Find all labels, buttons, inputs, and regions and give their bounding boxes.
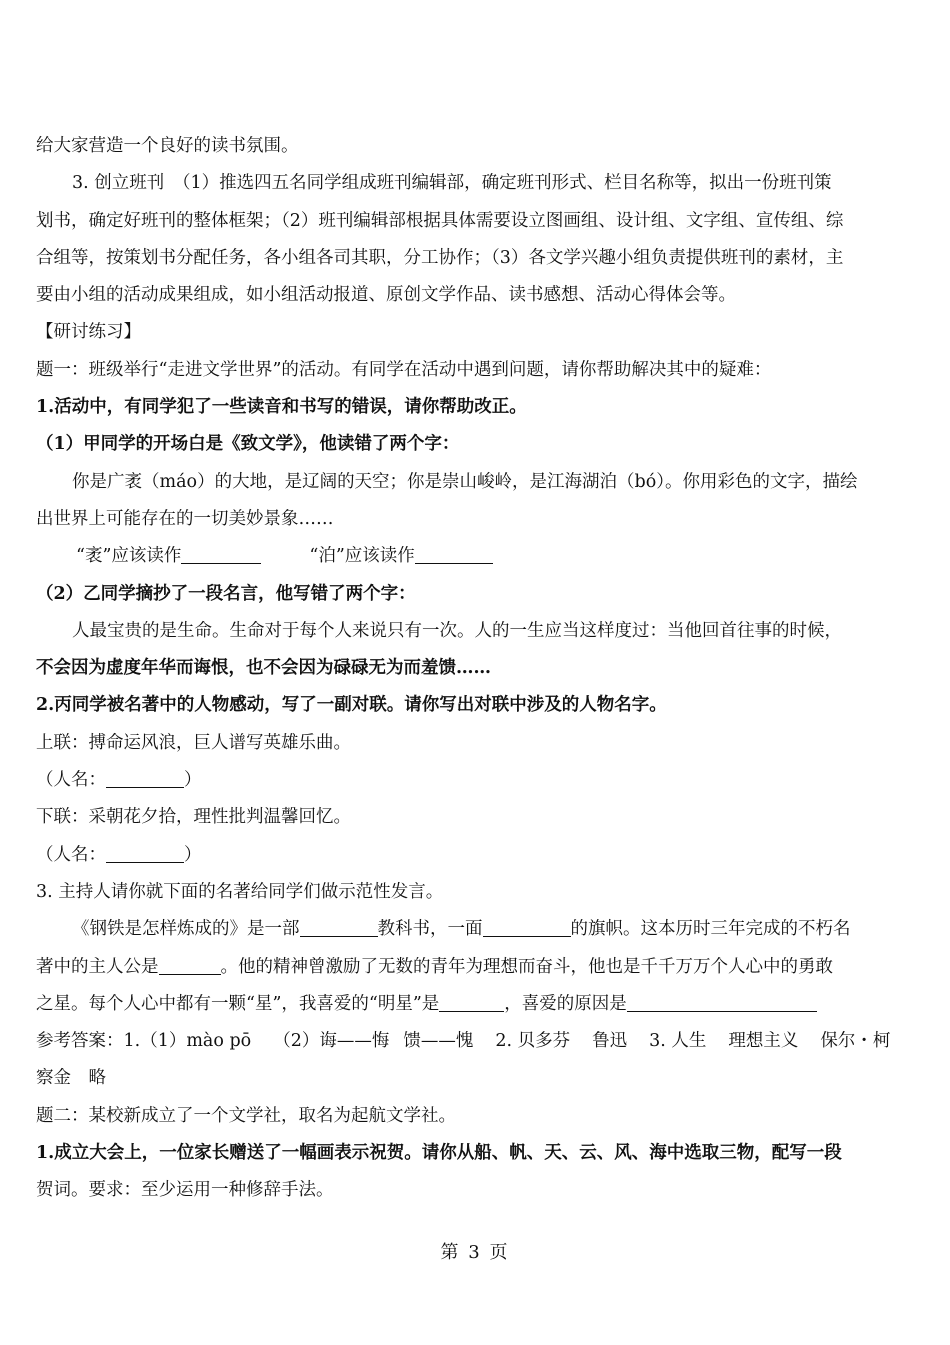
text-line: 3. 创立班刊 （1）推选四五名同学组成班刊编辑部，确定班刊形式、栏目名称等，拟出一份班刊策	[72, 173, 832, 194]
speech-text: 的旗帜。这本历时三年完成的不朽名	[570, 919, 851, 940]
answer-blank[interactable]	[106, 767, 184, 788]
sub-question: （2）乙同学摘抄了一段名言，他写错了两个字：	[36, 583, 416, 604]
speech-text: 教科书，一面	[377, 919, 483, 940]
answer-blank[interactable]	[627, 991, 817, 1012]
answer-blank[interactable]	[106, 842, 184, 863]
answer-part: 理想主义	[728, 1031, 799, 1052]
answer-key-line	[36, 1023, 916, 1060]
section-heading: 【研讨练习】	[36, 322, 141, 343]
answer-part: （2）诲——悔	[273, 1031, 390, 1052]
answer-label: 参考答案：1.（1）mào pō	[36, 1031, 252, 1052]
answer-part: 馈——愧	[403, 1031, 474, 1052]
answer-blank[interactable]	[181, 543, 261, 564]
page-number: 第 3 页	[440, 1242, 510, 1263]
name-label-close: ）	[184, 844, 202, 865]
sub-question: （1）甲同学的开场白是《致文学》，他读错了两个字：	[36, 434, 460, 455]
answer-blank[interactable]	[159, 954, 221, 975]
answer-blank[interactable]	[483, 916, 571, 937]
text-line: 给大家营造一个良好的读书氛围。	[36, 136, 299, 156]
speech-text: 著中的主人公是	[36, 956, 159, 977]
prompt-po: “泊”应该读作	[309, 546, 415, 567]
speech-fill-line	[36, 949, 916, 986]
text-line: 合组等，按策划书分配任务，各小组各司其职，分工协作；（3）各文学兴趣小组负责提供班刊的素材，主	[36, 247, 844, 268]
name-label: （人名：	[36, 770, 106, 791]
answer-part: 3. 人生	[649, 1031, 707, 1052]
prompt-mao: “袤”应该读作	[76, 546, 182, 567]
question-item: 1.活动中，有同学犯了一些读音和书写的错误，请你帮助改正。	[36, 397, 527, 418]
speech-fill-line	[36, 911, 916, 948]
question-item: 贺词。要求：至少运用一种修辞手法。	[36, 1180, 334, 1201]
couplet-lower: 下联：采朝花夕拾，理性批判温馨回忆。	[36, 807, 351, 828]
name-label-close: ）	[184, 770, 202, 791]
answer-blank[interactable]	[415, 543, 493, 564]
answer-part: 鲁迅	[592, 1031, 628, 1052]
quote-line: 你是广袤（máo）的大地，是辽阔的天空；你是崇山峻岭，是江海湖泊（bó）。你用彩色的文字，描绘	[72, 471, 858, 492]
answer-blank[interactable]	[300, 916, 378, 937]
name-label: （人名：	[36, 844, 106, 865]
answer-part: 2. 贝多芬	[495, 1031, 571, 1052]
couplet-upper: 上联：搏命运风浪，巨人谱写英雄乐曲。	[36, 732, 351, 753]
text-line: 要由小组的活动成果组成，如小组活动报道、原创文学作品、读书感想、活动心得体会等。	[36, 285, 736, 306]
speech-fill-line	[36, 986, 916, 1023]
answer-key-continued: 察金 略	[36, 1068, 106, 1089]
speech-text: ，喜爱的原因是	[504, 993, 627, 1014]
answer-part: 保尔・柯	[820, 1031, 891, 1052]
answer-blank[interactable]	[439, 991, 504, 1012]
speech-text: 《钢铁是怎样炼成的》是一部	[72, 919, 300, 940]
question-item: 3. 主持人请你就下面的名著给同学们做示范性发言。	[36, 881, 444, 902]
name-answer-row	[36, 762, 916, 799]
pronunciation-blanks	[36, 538, 916, 575]
name-answer-row	[36, 837, 916, 874]
quote-line: 出世界上可能存在的一切美妙景象……	[36, 508, 334, 529]
speech-text: 之星。每个人心中都有一颗“星”，我喜爱的“明星”是	[36, 993, 440, 1014]
text-line: 划书，确定好班刊的整体框架；（2）班刊编辑部根据具体需要设立图画组、设计组、文字组、宣传组、综	[36, 210, 844, 231]
quote-line: 不会因为虚度年华而诲恨，也不会因为碌碌无为而羞馈……	[36, 658, 491, 679]
quote-line: 人最宝贵的是生命。生命对于每个人来说只有一次。人的一生应当这样度过：当他回首往事的时候，	[72, 620, 842, 641]
question-item: 1.成立大会上，一位家长赠送了一幅画表示祝贺。请你从船、帆、天、云、风、海中选取三物，配写一段	[36, 1143, 842, 1164]
question-item: 2.丙同学被名著中的人物感动，写了一副对联。请你写出对联中涉及的人物名字。	[36, 695, 667, 716]
document-body	[36, 128, 916, 1210]
speech-text: 。他的精神曾激励了无数的青年为理想而奋斗，他也是千千万万个人心中的勇敢	[220, 956, 833, 977]
question-title: 题一：班级举行“走进文学世界”的活动。有同学在活动中遇到问题，请你帮助解决其中的疑难：	[36, 359, 772, 380]
question-title: 题二：某校新成立了一个文学社，取名为起航文学社。	[36, 1105, 456, 1126]
